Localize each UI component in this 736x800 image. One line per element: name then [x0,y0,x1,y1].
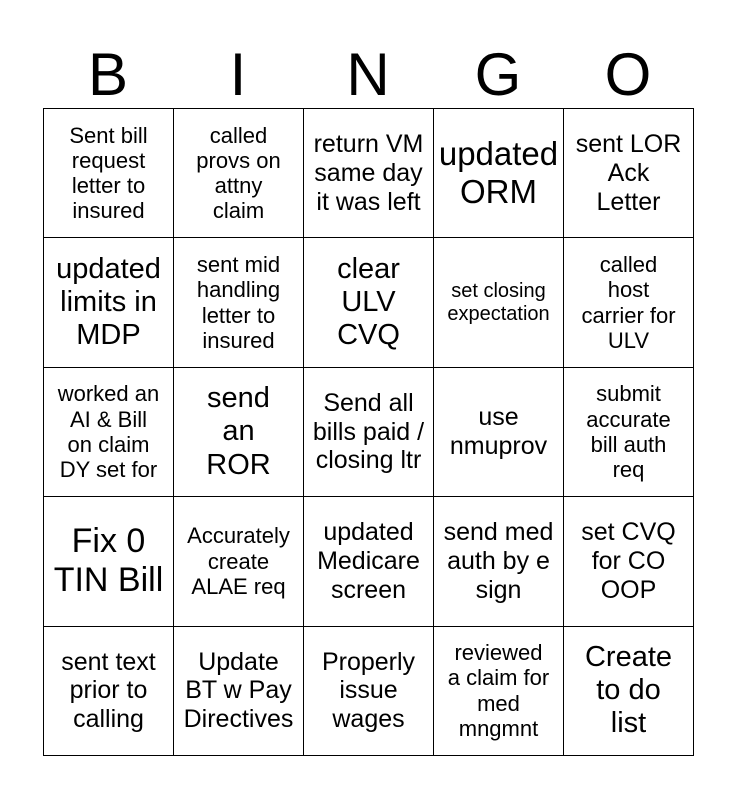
bingo-cell[interactable] [434,497,564,626]
bingo-board [43,108,694,756]
cell-label: worked an AI & Bill on claim DY set for [57,381,160,483]
bingo-cell[interactable] [564,367,694,496]
cell-label: sent LOR Ack Letter [575,130,682,216]
header-letter-b: B [87,41,129,108]
bingo-cell[interactable] [434,238,564,367]
cell-label: Sent bill request letter to insured [69,122,148,224]
bingo-cell[interactable] [564,497,694,626]
bingo-cell[interactable] [564,109,694,238]
cell-label: called host carrier for ULV [581,251,676,353]
bingo-cell[interactable] [304,367,434,496]
header-letter-o: O [604,41,652,108]
cell-label: updated limits in MDP [56,252,161,352]
bingo-cell[interactable] [564,626,694,755]
bingo-cell[interactable] [304,238,434,367]
cell-label: Fix 0 TIN Bill [53,522,164,600]
cell-label: updated ORM [438,135,559,211]
cell-label: Properly issue wages [321,647,416,734]
cell-label: sent text prior to calling [61,647,156,734]
cell-label: Update BT w Pay Directives [183,647,294,734]
bingo-header [43,40,693,110]
header-letter-g: G [474,41,522,108]
board-row [44,497,694,626]
bingo-cell[interactable] [304,497,434,626]
cell-label: Send all bills paid / closing ltr [312,388,425,475]
cell-label: called provs on attny claim [196,122,281,224]
cell-label: send an ROR [206,381,271,481]
cell-label: set CVQ for CO OOP [581,518,676,604]
cell-label: send med auth by e sign [443,518,554,604]
cell-label: return VM same day it was left [313,130,424,216]
header-letter-n: N [346,41,390,108]
bingo-cell[interactable] [304,109,434,238]
bingo-cell[interactable] [44,109,174,238]
bingo-cell[interactable] [174,109,304,238]
cell-label: clear ULV CVQ [337,252,400,352]
bingo-cell[interactable] [44,626,174,755]
bingo-cell[interactable] [434,367,564,496]
bingo-cell[interactable] [174,626,304,755]
board-row [44,238,694,367]
bingo-cell[interactable] [434,626,564,755]
cell-label: reviewed a claim for med mngmnt [447,640,550,742]
cell-label: set closing expectation [447,279,550,325]
bingo-cell[interactable] [44,367,174,496]
cell-label: Create to do list [584,640,673,740]
board-row [44,109,694,238]
cell-label: use nmuprov [449,403,548,460]
cell-label: submit accurate bill auth req [586,381,671,483]
cell-label: updated Medicare screen [317,518,420,604]
header-letter-i: I [229,41,247,108]
bingo-cell[interactable] [174,497,304,626]
bingo-cell[interactable] [174,367,304,496]
bingo-cell[interactable] [434,109,564,238]
board-row [44,367,694,496]
bingo-cell[interactable] [174,238,304,367]
bingo-cell[interactable] [44,497,174,626]
bingo-cell[interactable] [44,238,174,367]
bingo-cell[interactable] [304,626,434,755]
board-row [44,626,694,755]
cell-label: sent mid handling letter to insured [196,251,281,353]
bingo-cell[interactable] [564,238,694,367]
cell-label: Accurately create ALAE req [187,523,290,600]
